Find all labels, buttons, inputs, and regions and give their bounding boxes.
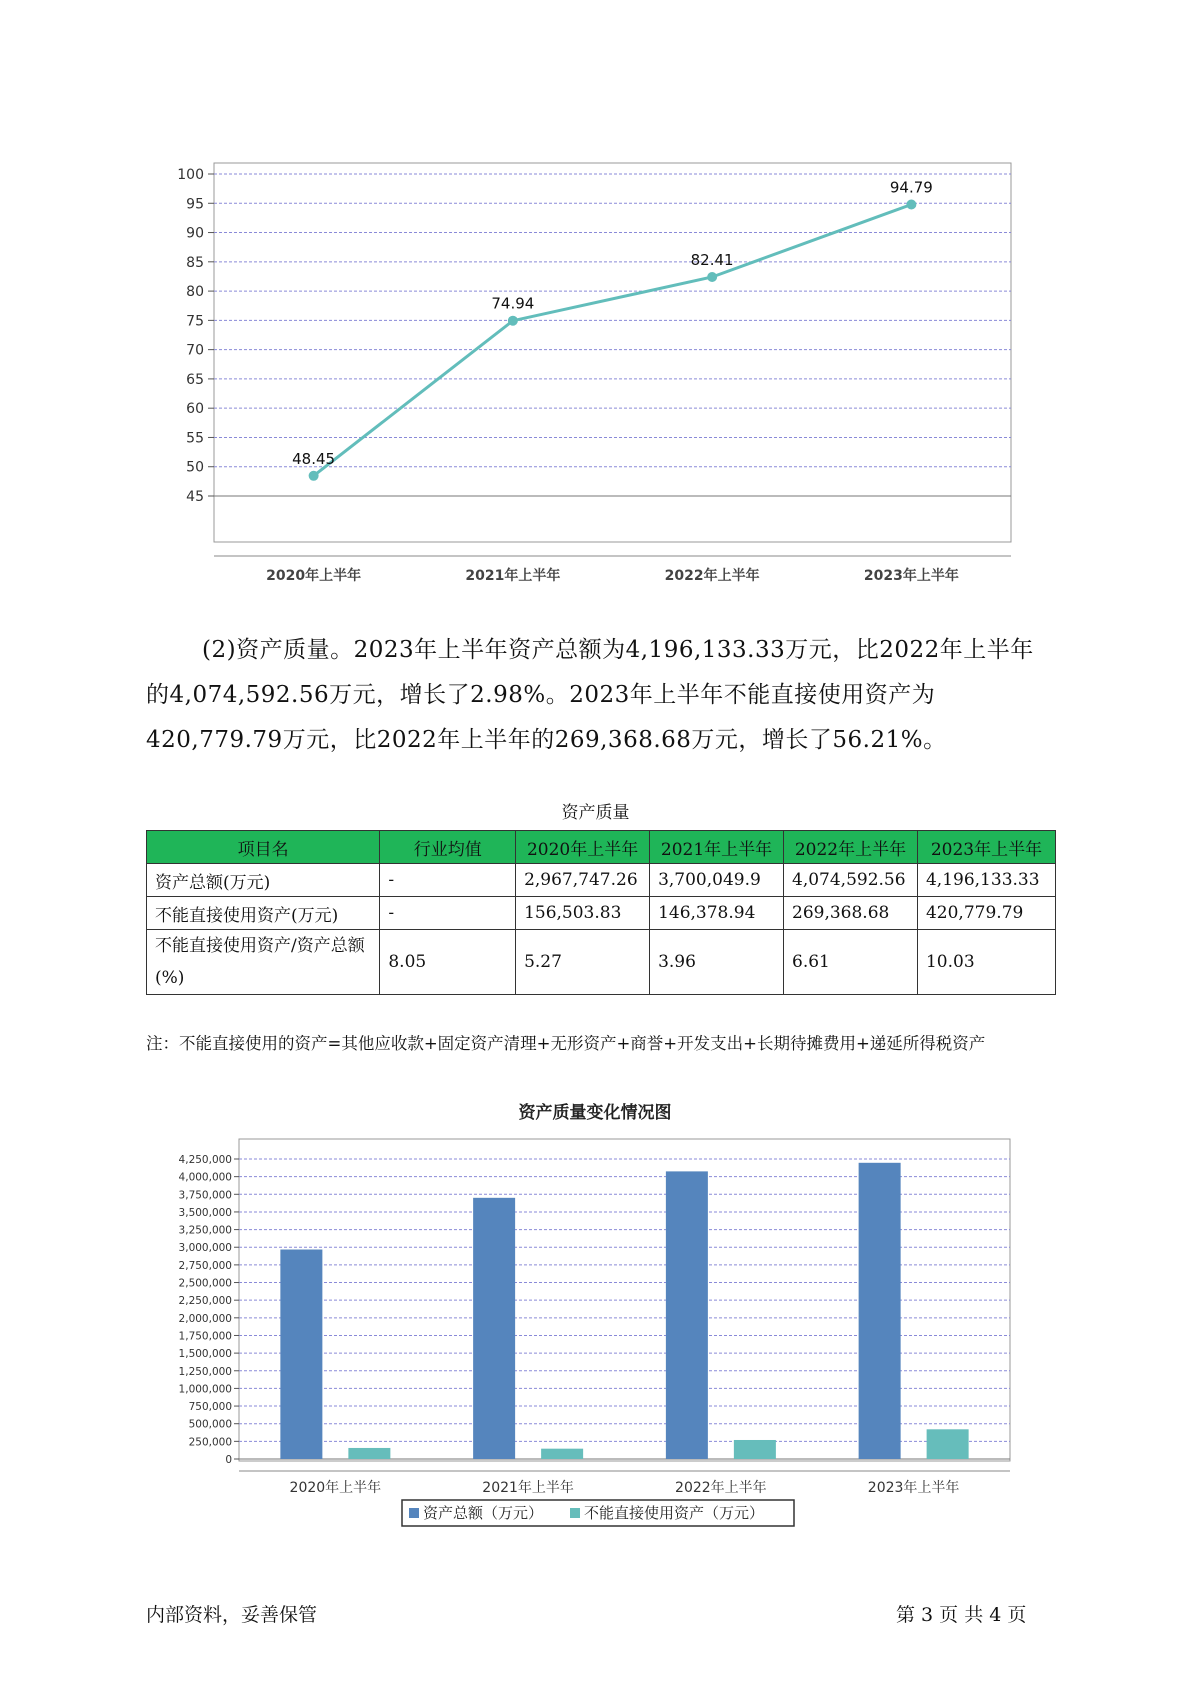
bar-chart-y-tick-label: 0 — [225, 1454, 232, 1466]
bar-chart-y-tick-label: 250,000 — [188, 1436, 232, 1449]
header-cell: 2020年上半年 — [516, 831, 650, 864]
table-cell: 3.96 — [650, 930, 784, 995]
table-cell: 156,503.83 — [516, 897, 650, 930]
bar-chart-y-tick-label: 3,500,000 — [178, 1206, 232, 1219]
line-chart-point — [309, 471, 319, 481]
header-cell: 2021年上半年 — [650, 831, 784, 864]
footer-confidential: 内部资料，妥善保管 — [146, 1604, 318, 1626]
line-chart-y-tick-label: 55 — [186, 430, 204, 447]
table-title: 资产质量 — [561, 803, 630, 823]
line-chart-point — [707, 272, 717, 282]
line-chart-x-tick-label: 2021年上半年 — [465, 568, 561, 584]
bar-chart-y-tick-label: 750,000 — [188, 1401, 232, 1414]
legend-label-unusable-assets: 不能直接使用资产（万元） — [584, 1504, 765, 1522]
header-cell: 2022年上半年 — [784, 831, 918, 864]
bar-chart-bar — [473, 1198, 515, 1459]
table-cell: 不能直接使用资产/资产总额(%) — [147, 930, 380, 995]
bar-chart-y-tick-label: 4,250,000 — [178, 1154, 232, 1166]
legend-swatch-unusable-assets — [570, 1508, 580, 1518]
bar-chart-bar — [280, 1250, 322, 1459]
bar-chart-bar — [541, 1449, 583, 1459]
table-cell: 资产总额(万元) — [147, 864, 380, 897]
table-cell: 不能直接使用资产(万元) — [147, 897, 380, 930]
bar-chart-y-tick-label: 2,750,000 — [178, 1259, 232, 1272]
line-chart-y-tick-label: 50 — [186, 459, 204, 476]
table-row — [147, 864, 1056, 897]
bar-chart — [0, 1080, 1191, 1560]
bar-chart-x-tick-label: 2022年上半年 — [675, 1480, 767, 1496]
table-cell: 2,967,747.26 — [516, 864, 650, 897]
line-chart-y-tick-label: 85 — [186, 254, 204, 271]
table-cell: - — [380, 897, 516, 930]
line-chart-y-tick-label: 95 — [186, 196, 204, 213]
legend-swatch-total-assets — [409, 1508, 419, 1518]
bar-chart-x-tick-label: 2023年上半年 — [867, 1480, 960, 1496]
bar-chart-bar — [666, 1171, 708, 1459]
line-chart-y-tick-label: 90 — [186, 225, 204, 242]
line-chart-y-tick-label: 100 — [177, 167, 204, 183]
table-cell: 4,196,133.33 — [917, 864, 1055, 897]
asset-quality-table — [146, 830, 1056, 995]
table-cell: 420,779.79 — [917, 897, 1055, 930]
body-paragraph: (2)资产质量。2023年上半年资产总额为4,196,133.33万元，比2022年上半年的4,074,592.56万元，增长了2.98%。2023年上半年不能直接使用资产为420,779.79万元，比2022年上半年的269,368.68万元，增长了56.21%。 — [146, 637, 1034, 753]
table-cell: 3,700,049.9 — [650, 864, 784, 897]
line-chart-y-tick-label: 75 — [186, 313, 204, 330]
bar-chart-y-tick-label: 1,000,000 — [178, 1383, 232, 1396]
bar-chart-x-tick-label: 2021年上半年 — [482, 1480, 574, 1496]
bar-chart-bar — [927, 1429, 969, 1459]
table-row — [147, 897, 1056, 930]
line-chart-data-label: 48.45 — [292, 449, 336, 468]
table-cell: 5.27 — [516, 930, 650, 995]
bar-chart-y-tick-label: 1,500,000 — [178, 1348, 232, 1361]
header-cell: 行业均值 — [380, 831, 516, 864]
line-chart-y-tick-label: 60 — [186, 401, 204, 418]
bar-chart-y-tick-label: 2,250,000 — [178, 1295, 232, 1308]
bar-chart-bar — [734, 1440, 776, 1459]
bar-chart-y-tick-label: 2,000,000 — [178, 1312, 232, 1325]
bar-chart-y-tick-label: 1,750,000 — [178, 1330, 232, 1343]
bar-chart-y-tick-label: 3,000,000 — [178, 1242, 232, 1255]
line-chart-x-tick-label: 2020年上半年 — [266, 568, 362, 584]
table-cell: 146,378.94 — [650, 897, 784, 930]
header-cell: 2023年上半年 — [917, 831, 1055, 864]
bar-chart-y-tick-label: 3,250,000 — [178, 1224, 232, 1237]
table-row — [147, 930, 1056, 995]
header-cell: 项目名 — [147, 831, 380, 864]
line-chart-x-tick-label: 2022年上半年 — [664, 568, 760, 584]
bar-chart-title: 资产质量变化情况图 — [518, 1103, 672, 1123]
legend-label-total-assets: 资产总额（万元） — [423, 1504, 544, 1522]
bar-chart-y-tick-label: 1,250,000 — [178, 1365, 232, 1378]
table-cell: 4,074,592.56 — [784, 864, 918, 897]
bar-chart-bar — [348, 1448, 390, 1459]
line-chart-point — [906, 200, 916, 210]
line-chart-y-tick-label: 70 — [186, 342, 204, 359]
line-chart-y-tick-label: 65 — [186, 371, 204, 388]
bar-chart-y-tick-label: 3,750,000 — [178, 1189, 232, 1202]
table-cell: 6.61 — [784, 930, 918, 995]
table-cell: 8.05 — [380, 930, 516, 995]
line-chart-data-label: 82.41 — [690, 250, 734, 269]
line-chart-x-tick-label: 2023年上半年 — [863, 568, 959, 584]
table-cell: 10.03 — [917, 930, 1055, 995]
line-chart-plot-frame — [214, 163, 1011, 542]
table-header-row — [147, 831, 1056, 864]
bar-chart-x-tick-label: 2020年上半年 — [289, 1480, 382, 1496]
line-chart-data-label: 94.79 — [889, 178, 933, 197]
line-chart-y-tick-label: 45 — [186, 489, 204, 505]
bar-chart-legend — [402, 1500, 794, 1526]
line-chart-point — [508, 316, 518, 326]
bar-chart-bar — [859, 1163, 901, 1459]
footer-page-number: 第 3 页 共 4 页 — [896, 1604, 1027, 1626]
bar-chart-y-tick-label: 500,000 — [188, 1418, 232, 1431]
bar-chart-y-tick-label: 4,000,000 — [178, 1171, 232, 1184]
bar-chart-y-tick-label: 2,500,000 — [178, 1277, 232, 1290]
line-chart — [0, 0, 1191, 600]
table-note: 注：不能直接使用的资产=其他应收款+固定资产清理+无形资产+商誉+开发支出+长期待摊费用+递延所得税资产 — [146, 1034, 986, 1053]
table-cell: - — [380, 864, 516, 897]
line-chart-y-tick-label: 80 — [186, 284, 204, 301]
line-chart-data-label: 74.94 — [491, 294, 535, 313]
table-cell: 269,368.68 — [784, 897, 918, 930]
